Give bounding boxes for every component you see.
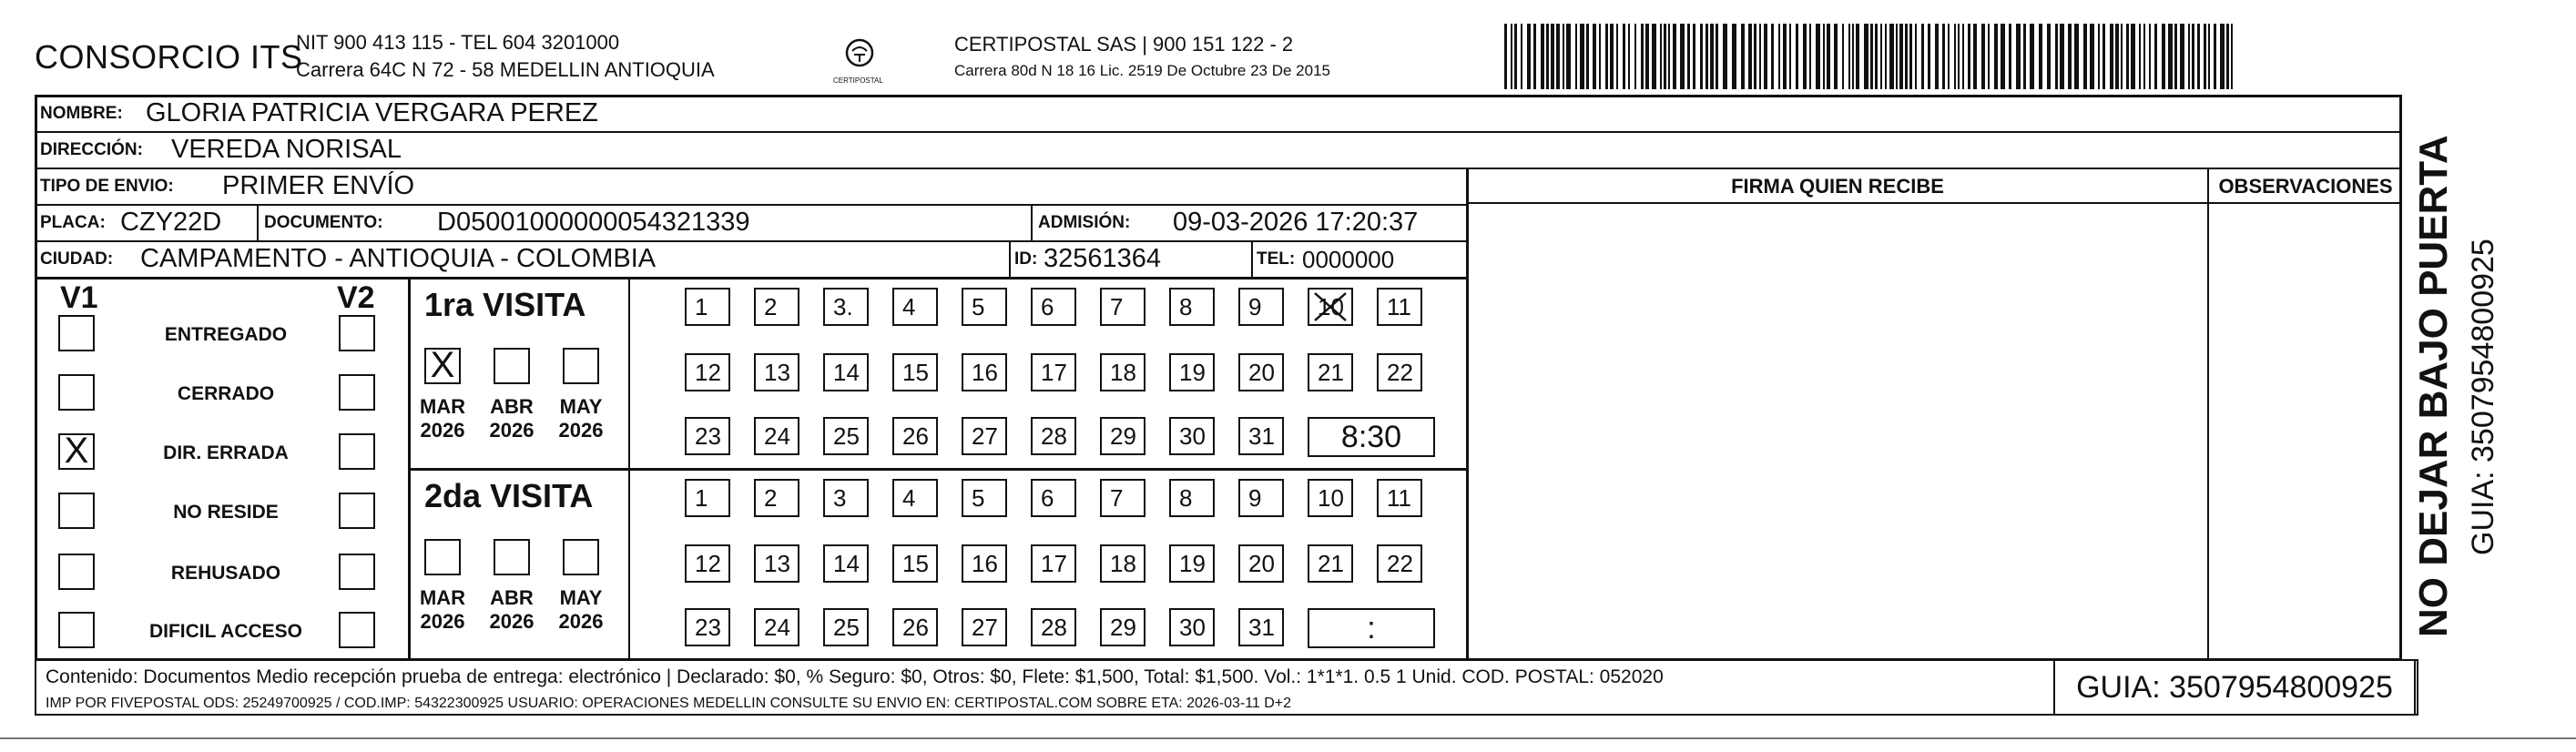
barcode-bar [1687, 24, 1690, 89]
barcode-bar [1563, 24, 1564, 89]
footer-contents: Contenido: Documentos Medio recepción prueba de entrega: electrónico | Declarado: $0, % Seguro: $0, Otros: $0, Flete: $1,500, Total: $1,500. Vol.: 1*1*1. 0.5 1 Unid. COD. POSTAL: 052020 [46, 666, 1664, 687]
day-box[interactable]: 20 [1238, 544, 1284, 583]
barcode-bar [2226, 24, 2229, 89]
ciudad-label: CIUDAD: [40, 249, 114, 269]
barcode-bar [1852, 24, 1854, 89]
barcode-bar [1723, 24, 1727, 89]
month-year: 2026 [558, 419, 604, 442]
barcode-bar [2098, 24, 2100, 89]
barcode-bar [1716, 24, 1718, 89]
month-label: MAY [559, 395, 603, 418]
month-label: MAR [419, 395, 466, 418]
barcode-bar [1521, 24, 1522, 89]
side-guia: GUIA: 3507954800925 [2466, 239, 2500, 555]
status-label: DIR. ERRADA [163, 442, 289, 463]
barcode-bar [1816, 24, 1820, 89]
barcode-bar [1827, 24, 1830, 89]
side-panel [2411, 118, 2548, 646]
barcode-bar [1899, 24, 1903, 89]
status-v1-checkbox[interactable] [58, 374, 95, 411]
observaciones-heading: OBSERVACIONES [2218, 175, 2393, 198]
admision-label: ADMISIÓN: [1038, 213, 1131, 232]
documento-value: D05001000000054321339 [437, 208, 750, 237]
month-checkbox[interactable]: X [424, 348, 461, 384]
day-box[interactable]: 23 [685, 417, 730, 455]
day-box[interactable]: 24 [754, 608, 799, 646]
day-box[interactable]: 17 [1031, 544, 1076, 583]
barcode-bar [1623, 24, 1625, 89]
status-label: NO RESIDE [173, 502, 279, 523]
day-box[interactable]: 10 [1308, 288, 1353, 326]
barcode-bar [1551, 24, 1554, 89]
barcode-bar [1942, 24, 1945, 89]
barcode-bar [2131, 24, 2135, 89]
visit-time[interactable]: 8:30 [1308, 417, 1435, 457]
day-box[interactable]: 27 [962, 608, 1007, 646]
day-box[interactable]: 1 [685, 479, 730, 517]
day-box[interactable]: 23 [685, 608, 730, 646]
visit-title: 1ra VISITA [424, 286, 586, 323]
barcode-bar [1641, 24, 1644, 89]
id-value: 32561364 [1044, 244, 1162, 273]
barcode-bar [1610, 24, 1614, 89]
day-box[interactable]: 25 [823, 417, 869, 455]
barcode-bar [1580, 24, 1584, 89]
tipo-envio-label: TIPO DE ENVIO: [40, 177, 174, 196]
guia-number: GUIA: 3507954800925 [2053, 659, 2416, 716]
barcode-bar [2162, 24, 2165, 89]
barcode-bar [1634, 24, 1636, 89]
barcode-bar [2121, 24, 2123, 89]
day-box[interactable]: 9 [1238, 288, 1284, 326]
company-name: CONSORCIO ITS [35, 38, 303, 76]
barcode-bar [2090, 24, 2094, 89]
barcode-bar [1935, 24, 1939, 89]
day-box[interactable]: 5 [962, 288, 1007, 326]
day-box[interactable]: 1 [685, 288, 730, 326]
barcode-bar [1803, 24, 1807, 89]
barcode-bar [1605, 24, 1608, 89]
barcode-bar [1511, 24, 1512, 89]
day-mark-icon [1309, 290, 1351, 324]
day-box[interactable]: 3. [823, 288, 869, 326]
tel-value: 0000000 [1302, 246, 1395, 273]
day-box[interactable]: 11 [1377, 288, 1422, 326]
day-box[interactable]: 17 [1031, 353, 1076, 391]
day-box[interactable]: 20 [1238, 353, 1284, 391]
barcode-bar [1796, 24, 1798, 89]
barcode-bar [1616, 24, 1618, 89]
day-box[interactable]: 27 [962, 417, 1007, 455]
barcode-bar [1909, 24, 1912, 89]
barcode-bar [1783, 24, 1787, 89]
barcode-bar [2188, 24, 2190, 89]
barcode-bar [1771, 24, 1774, 89]
status-v1-checkbox[interactable] [58, 554, 95, 590]
barcode-bar [1680, 24, 1685, 89]
status-v2-checkbox[interactable] [339, 433, 375, 470]
barcode-bar [1834, 24, 1838, 89]
logo-text: CERTIPOSTAL [833, 76, 883, 85]
visit-time[interactable]: : [1308, 608, 1435, 648]
status-v2-checkbox[interactable] [339, 315, 375, 351]
barcode-bar [2001, 24, 2005, 89]
barcode-bar [1994, 24, 1998, 89]
barcode-bar [1962, 24, 1964, 89]
month-year: 2026 [420, 419, 465, 442]
barcode-bar [1958, 24, 1960, 89]
barcode-bar [1586, 24, 1589, 89]
barcode-bar [1628, 24, 1630, 89]
barcode-bar [1664, 24, 1666, 89]
barcode-bar [1864, 24, 1868, 89]
barcode-bar [1954, 24, 1956, 89]
status-v1-checkbox[interactable]: X [58, 433, 95, 470]
status-v2-checkbox[interactable] [339, 554, 375, 590]
day-box[interactable]: 19 [1169, 544, 1215, 583]
barcode [1504, 24, 2233, 89]
day-box[interactable]: 3 [823, 479, 869, 517]
status-v1-checkbox[interactable] [58, 315, 95, 351]
day-box[interactable]: 7 [1100, 479, 1145, 517]
day-box[interactable]: 29 [1100, 417, 1145, 455]
day-box[interactable]: 8 [1169, 288, 1215, 326]
barcode-bar [1842, 24, 1844, 89]
status-label: REHUSADO [170, 563, 281, 584]
day-box[interactable]: 26 [892, 608, 938, 646]
day-box[interactable]: 5 [962, 479, 1007, 517]
barcode-bar [1668, 24, 1670, 89]
month-checkbox[interactable] [494, 348, 530, 384]
tipo-envio-value: PRIMER ENVÍO [222, 171, 415, 200]
barcode-bar [1889, 24, 1894, 89]
day-box[interactable]: 6 [1031, 288, 1076, 326]
barcode-bar [1928, 24, 1930, 89]
day-box[interactable]: 15 [892, 544, 938, 583]
barcode-bar [1764, 24, 1767, 89]
barcode-bar [1973, 24, 1977, 89]
day-box[interactable]: 22 [1377, 353, 1422, 391]
day-box[interactable]: 21 [1308, 544, 1353, 583]
barcode-bar [2204, 24, 2206, 89]
courier-license: Carrera 80d N 18 16 Lic. 2519 De Octubre 23 De 2015 [954, 62, 1330, 79]
barcode-bar [2220, 24, 2225, 89]
visit-title: 2da VISITA [424, 477, 594, 514]
barcode-bar [1921, 24, 1924, 89]
day-box[interactable]: 28 [1031, 608, 1076, 646]
day-box[interactable]: 16 [962, 353, 1007, 391]
barcode-bar [2110, 24, 2113, 89]
direccion-value: VEREDA NORISAL [171, 135, 402, 164]
barcode-bar [1968, 24, 1970, 89]
day-box[interactable]: 25 [823, 608, 869, 646]
barcode-bar [2168, 24, 2173, 89]
month-year: 2026 [420, 610, 465, 633]
day-box[interactable]: 13 [754, 353, 799, 391]
status-v2-checkbox[interactable] [339, 493, 375, 529]
day-box[interactable]: 13 [754, 544, 799, 583]
month-year: 2026 [558, 610, 604, 633]
day-box[interactable]: 15 [892, 353, 938, 391]
barcode-bar [1514, 24, 1517, 89]
barcode-bar [1915, 24, 1917, 89]
barcode-bar [1599, 24, 1601, 89]
barcode-bar [2197, 24, 2200, 89]
day-box[interactable]: 12 [685, 544, 730, 583]
day-box[interactable]: 14 [823, 544, 869, 583]
day-box[interactable]: 21 [1308, 353, 1353, 391]
barcode-bar [2154, 24, 2157, 89]
barcode-bar [1741, 24, 1745, 89]
direccion-label: DIRECCIÓN: [40, 140, 143, 159]
placa-value: CZY22D [120, 208, 222, 237]
barcode-bar [1988, 24, 1990, 89]
barcode-bar [1652, 24, 1656, 89]
day-box[interactable]: 31 [1238, 608, 1284, 646]
barcode-bar [2039, 24, 2042, 89]
status-label: ENTREGADO [164, 324, 288, 345]
barcode-bar [2126, 24, 2129, 89]
company-address: Carrera 64C N 72 - 58 MEDELLIN ANTIOQUIA [296, 58, 715, 81]
day-box[interactable]: 7 [1100, 288, 1145, 326]
barcode-bar [1504, 24, 1507, 89]
month-label: MAR [419, 586, 466, 609]
barcode-bar [2060, 24, 2064, 89]
status-label: DIFICIL ACCESO [148, 621, 302, 642]
day-box[interactable]: 6 [1031, 479, 1076, 517]
day-box[interactable]: 30 [1169, 417, 1215, 455]
day-box[interactable]: 2 [754, 288, 799, 326]
day-box[interactable]: 4 [892, 288, 938, 326]
barcode-bar [2143, 24, 2145, 89]
barcode-bar [1759, 24, 1761, 89]
barcode-bar [2103, 24, 2105, 89]
day-box[interactable]: 30 [1169, 608, 1215, 646]
barcode-bar [1875, 24, 1878, 89]
barcode-bar [1533, 24, 1536, 89]
barcode-bar [1556, 24, 1560, 89]
courier-name: CERTIPOSTAL SAS | 900 151 122 - 2 [954, 33, 1294, 56]
v1-heading: V1 [60, 280, 98, 315]
barcode-bar [2068, 24, 2072, 89]
month-checkbox[interactable] [424, 539, 461, 575]
day-box[interactable]: 8 [1169, 479, 1215, 517]
barcode-bar [2009, 24, 2011, 89]
barcode-bar [1981, 24, 1985, 89]
day-box[interactable]: 14 [823, 353, 869, 391]
barcode-bar [2139, 24, 2141, 89]
barcode-bar [2180, 24, 2184, 89]
nombre-value: GLORIA PATRICIA VERGARA PEREZ [146, 98, 598, 127]
side-notice: NO DEJAR BAJO PUERTA [2411, 135, 2456, 637]
ciudad-value: CAMPAMENTO - ANTIOQUIA - COLOMBIA [140, 244, 657, 273]
tel-label: TEL: [1257, 249, 1296, 269]
barcode-bar [1905, 24, 1908, 89]
barcode-bar [2016, 24, 2021, 89]
barcode-bar [2149, 24, 2151, 89]
firma-heading: FIRMA QUIEN RECIBE [1731, 175, 1944, 198]
day-box[interactable]: 11 [1377, 479, 1422, 517]
day-box[interactable]: 18 [1100, 544, 1145, 583]
day-box[interactable]: 19 [1169, 353, 1215, 391]
barcode-bar [1856, 24, 1859, 89]
month-label: MAY [559, 586, 603, 609]
barcode-bar [2083, 24, 2087, 89]
barcode-bar [2047, 24, 2051, 89]
v2-heading: V2 [337, 280, 375, 315]
month-checkbox[interactable] [563, 539, 599, 575]
barcode-bar [1789, 24, 1791, 89]
barcode-bar [1754, 24, 1756, 89]
id-label: ID: [1014, 249, 1038, 269]
placa-label: PLACA: [40, 213, 106, 232]
barcode-bar [2030, 24, 2034, 89]
status-v1-checkbox[interactable] [58, 612, 95, 648]
barcode-bar [1948, 24, 1950, 89]
barcode-bar [1778, 24, 1780, 89]
barcode-bar [1645, 24, 1649, 89]
company-nit: NIT 900 413 115 - TEL 604 3201000 [296, 31, 620, 54]
barcode-bar [2074, 24, 2079, 89]
barcode-bar [1809, 24, 1811, 89]
barcode-bar [1705, 24, 1708, 89]
barcode-bar [1748, 24, 1752, 89]
documento-label: DOCUMENTO: [264, 213, 383, 232]
barcode-bar [1575, 24, 1577, 89]
day-box[interactable]: 31 [1238, 417, 1284, 455]
bottom-rule [0, 737, 2576, 739]
day-box[interactable]: 29 [1100, 608, 1145, 646]
month-checkbox[interactable] [563, 348, 599, 384]
barcode-bar [1885, 24, 1887, 89]
barcode-bar [2174, 24, 2177, 89]
day-box[interactable]: 10 [1308, 479, 1353, 517]
barcode-bar [2055, 24, 2058, 89]
status-v1-checkbox[interactable] [58, 493, 95, 529]
barcode-bar [1660, 24, 1662, 89]
day-box[interactable]: 28 [1031, 417, 1076, 455]
barcode-bar [1732, 24, 1736, 89]
barcode-bar [1896, 24, 1898, 89]
barcode-bar [1541, 24, 1544, 89]
barcode-bar [2208, 24, 2210, 89]
barcode-bar [2115, 24, 2119, 89]
status-v2-checkbox[interactable] [339, 612, 375, 648]
barcode-bar [2192, 24, 2194, 89]
barcode-bar [1593, 24, 1596, 89]
barcode-bar [1700, 24, 1703, 89]
barcode-bar [1673, 24, 1676, 89]
barcode-bar [1880, 24, 1882, 89]
month-label: ABR [490, 586, 534, 609]
barcode-bar [1823, 24, 1825, 89]
day-box[interactable]: 26 [892, 417, 938, 455]
day-box[interactable]: 4 [892, 479, 938, 517]
certipostal-logo-icon [838, 36, 881, 80]
month-year: 2026 [489, 419, 535, 442]
barcode-bar [1546, 24, 1549, 89]
barcode-bar [1566, 24, 1571, 89]
month-label: ABR [490, 395, 534, 418]
day-box[interactable]: 9 [1238, 479, 1284, 517]
barcode-bar [2214, 24, 2216, 89]
barcode-bar [2023, 24, 2026, 89]
day-box[interactable]: 12 [685, 353, 730, 391]
barcode-bar [1527, 24, 1531, 89]
month-year: 2026 [489, 610, 535, 633]
nombre-label: NOMBRE: [40, 104, 123, 123]
footer-print-info: IMP POR FIVEPOSTAL ODS: 25249700925 / COD.IMP: 54322300925 USUARIO: OPERACIONES MEDELLIN CONSULTE SU ENVIO EN: CERTIPOSTAL.COM SOBRE ETA: 2026-03-11 D+2 [46, 696, 1292, 711]
barcode-bar [1870, 24, 1873, 89]
barcode-bar [1693, 24, 1695, 89]
barcode-bar [2231, 24, 2233, 89]
day-box[interactable]: 22 [1377, 544, 1422, 583]
admision-value: 09-03-2026 17:20:37 [1173, 208, 1419, 237]
day-box[interactable]: 16 [962, 544, 1007, 583]
barcode-bar [1848, 24, 1850, 89]
status-label: CERRADO [177, 383, 275, 404]
day-box[interactable]: 24 [754, 417, 799, 455]
barcode-bar [1710, 24, 1714, 89]
day-box[interactable]: 2 [754, 479, 799, 517]
status-v2-checkbox[interactable] [339, 374, 375, 411]
day-box[interactable]: 18 [1100, 353, 1145, 391]
month-checkbox[interactable] [494, 539, 530, 575]
